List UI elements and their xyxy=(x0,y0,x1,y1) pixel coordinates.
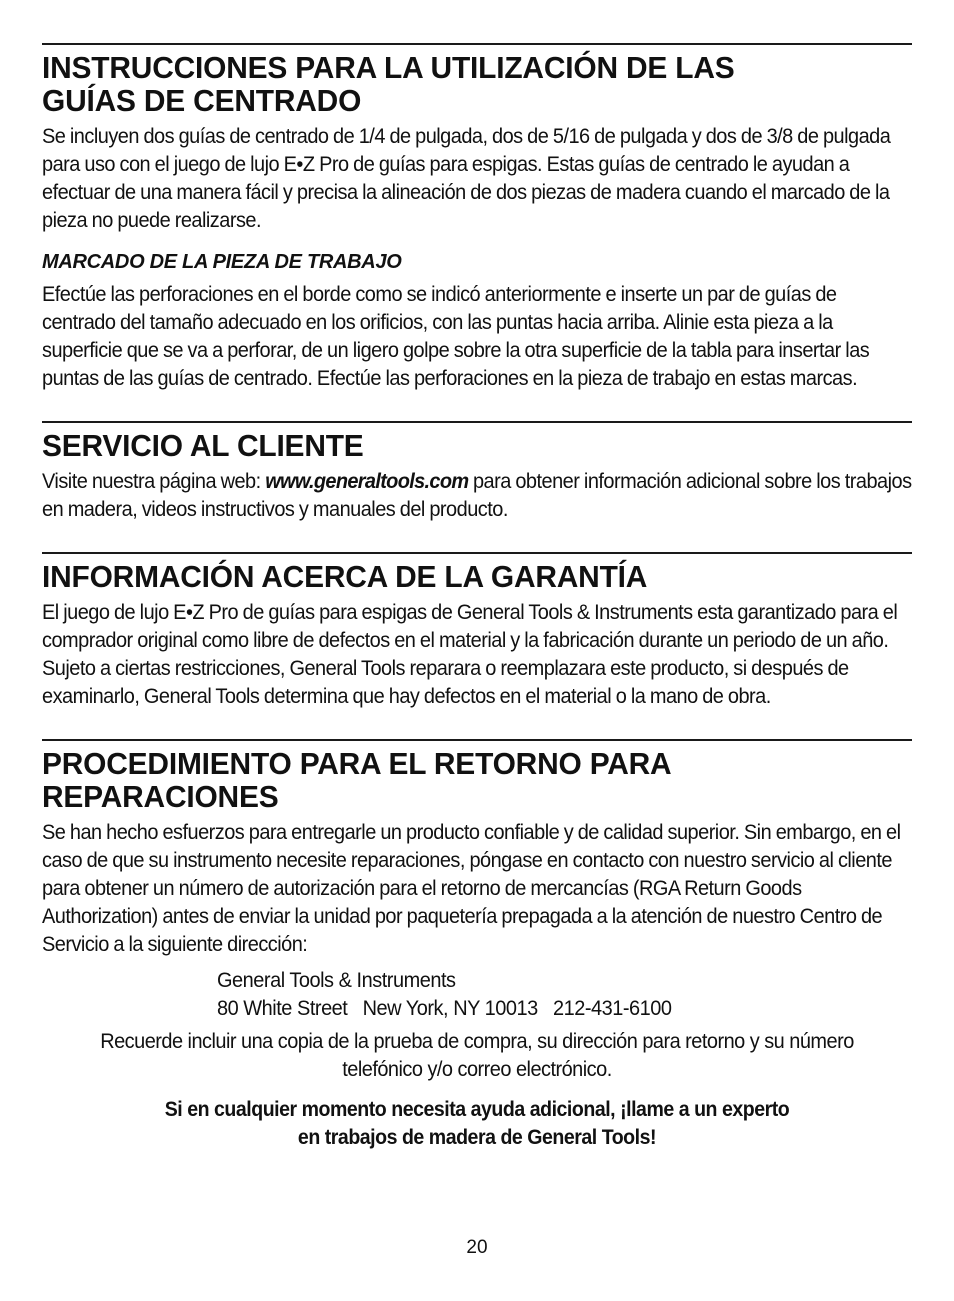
closing-callout xyxy=(72,1096,881,1152)
centering-guides-section xyxy=(42,43,912,393)
workpiece-marking-subheading: MARCADO DE LA PIEZA DE TRABAJO xyxy=(42,251,402,273)
centering-guides-paragraph: Se incluyen dos guías de centrado de 1/4 de pulgada, dos de 5/16 de pulgada y dos de 3/8 de pulgada para uso con el juego de lujo E•Z Pro de guías para espigas. Estas guías de centrado le ayudan a efectuar de una manera fácil y precisa la alineación de dos piezas de madera cuando el marcado de la pieza no puede realizarse. xyxy=(42,125,891,232)
customer-service-section xyxy=(42,421,912,524)
centering-guides-heading xyxy=(42,51,915,117)
centering-heading-line1: INSTRUCCIONES PARA LA UTILIZACIÓN DE LAS xyxy=(42,50,735,85)
address-company: General Tools & Instruments xyxy=(217,969,456,992)
customer-service-text-after: para obtener información adicional sobre los trabajos en madera, videos instructivos y manuales del producto. xyxy=(42,470,912,521)
warranty-paragraph: El juego de lujo E•Z Pro de guías para espigas de General Tools & Instruments esta garantizado para el comprador original como libre de defectos en el material y la fabricación durante un periodo de un año. Sujeto a ciertas restricciones, General Tools reparara o reemplazara este producto, si después de examinarlo, General Tools determina que hay defectos en el material o la mano de obra. xyxy=(42,601,898,708)
manual-page xyxy=(42,43,912,1152)
customer-service-text-before: Visite nuestra página web: xyxy=(42,470,266,493)
closing-line2: en trabajos de madera de General Tools! xyxy=(297,1126,657,1149)
return-procedure-paragraph: Se han hecho esfuerzos para entregarle un producto confiable y de calidad superior. Sin embargo, en el caso de que su instrumento necesite reparaciones, póngase en contacto con nuestro servicio al cliente para obtener un número de autorización para el retorno de mercancías (RGA Return Goods Authorization) antes de enviar la unidad por paquetería prepagada a la atención de nuestro Centro de Servicio a la siguiente dirección: xyxy=(42,821,901,956)
proof-of-purchase-reminder: Recuerde incluir una copia de la prueba de compra, su dirección para retorno y su número telefónico y/o correo electrónico. xyxy=(100,1030,854,1081)
address-street-phone: 80 White Street New York, NY 10013 212-431-6100 xyxy=(217,997,672,1020)
warranty-section xyxy=(42,552,912,711)
warranty-heading: INFORMACIÓN ACERCA DE LA GARANTÍA xyxy=(42,559,648,594)
customer-service-paragraph xyxy=(42,468,912,524)
closing-line1: Si en cualquier momento necesita ayuda adicional, ¡llame a un experto xyxy=(164,1098,790,1121)
customer-service-heading: SERVICIO AL CLIENTE xyxy=(42,428,364,463)
workpiece-marking-paragraph: Efectúe las perforaciones en el borde como se indicó anteriormente e inserte un par de guías de centrado del tamaño adecuado en los orificios, con las puntas hacia arriba. Alinie esta pieza a la superficie que se va a perforar, de un ligero golpe sobre la otra superficie de la tabla para insertar las puntas de las guías de centrado. Efectúe las perforaciones en la pieza de trabajo en estas marcas. xyxy=(42,283,870,390)
page-number: 20 xyxy=(466,1237,488,1258)
centering-heading-line2: GUÍAS DE CENTRADO xyxy=(42,83,362,118)
return-heading-line2: REPARACIONES xyxy=(42,779,279,814)
return-heading-line1: PROCEDIMIENTO PARA EL RETORNO PARA xyxy=(42,746,672,781)
return-procedure-section xyxy=(42,739,912,1152)
service-center-address xyxy=(217,967,877,1023)
return-procedure-heading xyxy=(42,747,915,813)
website-link[interactable]: www.generaltools.com xyxy=(265,470,469,493)
